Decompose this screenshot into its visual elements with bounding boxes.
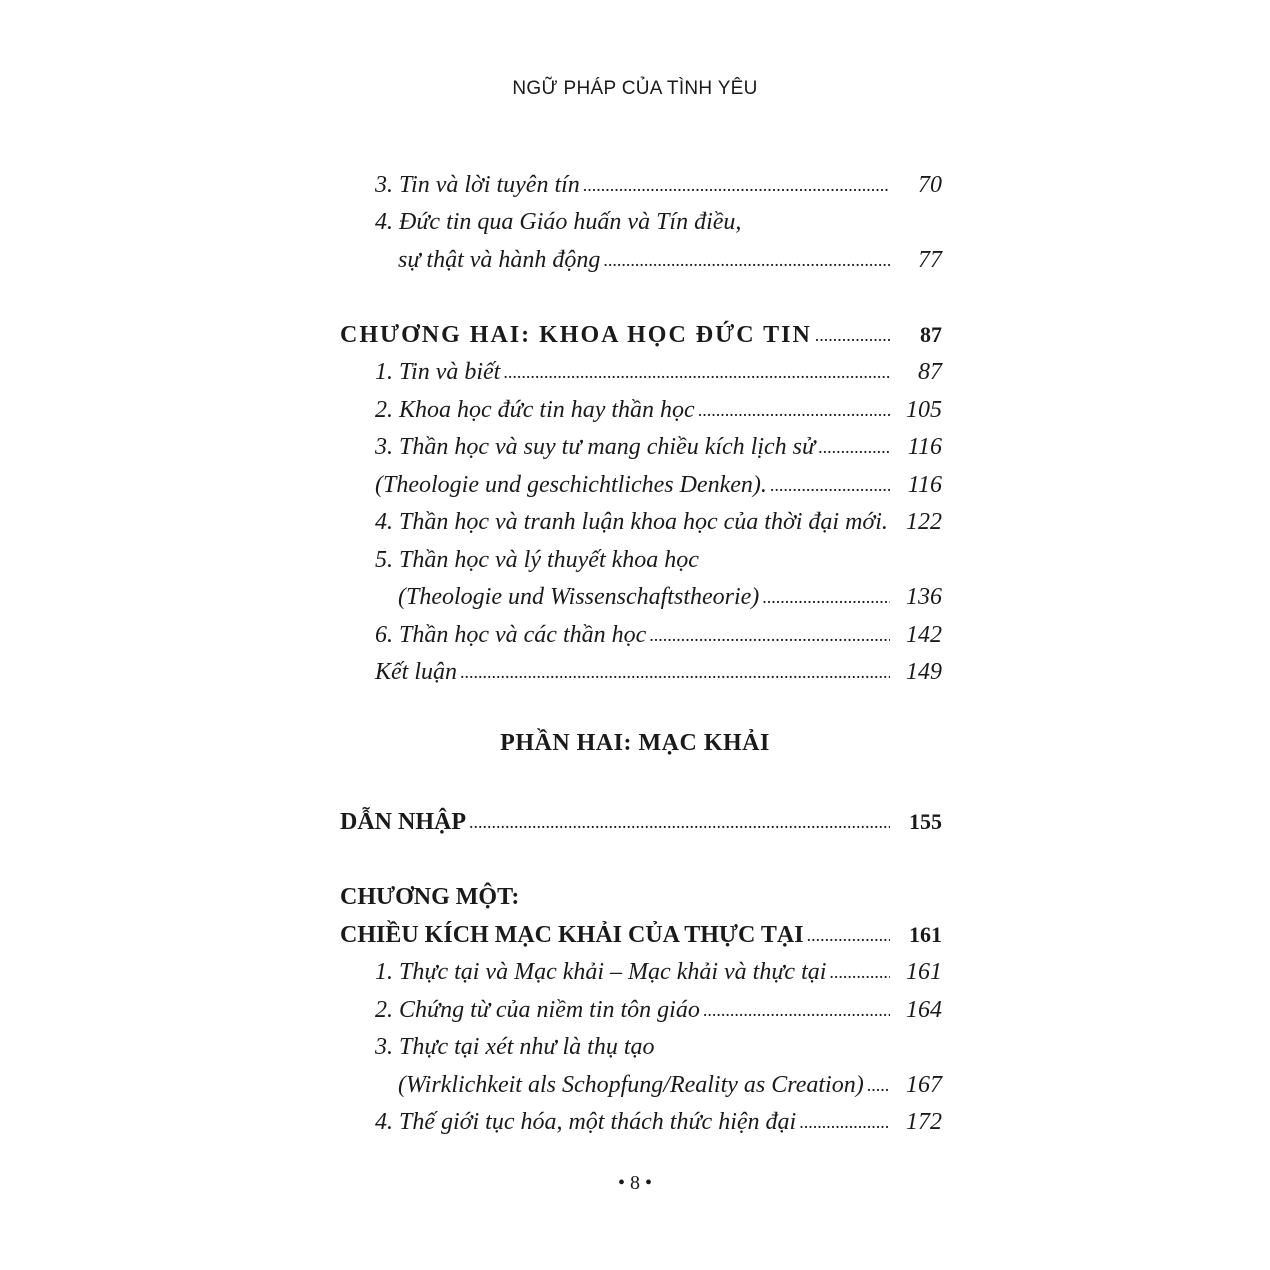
toc-entry-title: 3. Thần học và suy tư mang chiều kích lịch sử: [375, 434, 816, 460]
leader-dots: [762, 582, 890, 612]
part-title: PHẦN HAI: MẠC KHẢI: [500, 730, 770, 756]
toc-entry-page: 87: [918, 359, 942, 385]
toc-entry-title: 4. Thần học và tranh luận khoa học của thời đại mới.: [375, 509, 888, 535]
leader-dots: [807, 920, 890, 950]
toc-entry-title: (Wirklichkeit als Schopfung/Reality as Creation): [398, 1072, 864, 1098]
leader-dots: [829, 957, 890, 987]
toc-entry-title: 3. Thực tại xét như là thụ tạo: [375, 1034, 655, 1060]
leader-dots: [770, 470, 890, 500]
toc-chapter-title: CHƯƠNG MỘT:: [340, 884, 520, 910]
toc-chapter-title: CHƯƠNG HAI: KHOA HỌC ĐỨC TIN: [340, 322, 812, 348]
toc-entry-page: 116: [907, 472, 942, 498]
toc-entry: [340, 539, 942, 575]
toc-entry: [340, 389, 942, 425]
toc-entry-title: 2. Khoa học đức tin hay thần học: [375, 397, 695, 423]
toc-chapter-page: 87: [920, 322, 942, 347]
toc-entry-page: 149: [906, 659, 942, 685]
toc-chapter: [340, 801, 942, 837]
toc-entry: [340, 1026, 942, 1062]
toc-entry-page: 161: [906, 959, 942, 985]
leader-dots: [815, 320, 890, 350]
toc-entry-page: 116: [907, 434, 942, 460]
toc-entry: [340, 1064, 942, 1100]
toc-entry-title: 5. Thần học và lý thuyết khoa học: [375, 547, 699, 573]
leader-dots: [698, 395, 890, 425]
toc-entry: [340, 501, 942, 537]
toc-entry-title: (Theologie und geschichtliches Denken).: [375, 472, 767, 498]
toc-entry: [340, 614, 942, 650]
toc-entry-title: 1. Tin và biết: [375, 359, 501, 385]
leader-dots: [583, 170, 890, 200]
toc-chapter-title: CHIỀU KÍCH MẠC KHẢI CỦA THỰC TẠI: [340, 922, 804, 948]
toc-entry-title: 6. Thần học và các thần học: [375, 622, 647, 648]
toc-chapter-page: 155: [909, 809, 942, 834]
toc-entry-title: 2. Chứng từ của niềm tin tôn giáo: [375, 997, 700, 1023]
toc-entry: [340, 239, 942, 275]
toc-entry-title: 3. Tin và lời tuyên tín: [375, 172, 580, 198]
toc-entry-title: 4. Đức tin qua Giáo huấn và Tín điều,: [375, 209, 742, 235]
toc-entry-page: 105: [906, 397, 942, 423]
toc-entry: [340, 1101, 942, 1137]
toc-entry: [340, 989, 942, 1025]
toc-entry: [340, 651, 942, 687]
toc-entry: [340, 576, 942, 612]
leader-dots: [603, 245, 890, 275]
leader-dots: [460, 657, 890, 687]
leader-dots: [703, 995, 890, 1025]
toc-entry-page: 172: [906, 1109, 942, 1135]
toc-entry: [340, 164, 942, 200]
toc-entry-page: 142: [906, 622, 942, 648]
toc-entry-page: 167: [906, 1072, 942, 1098]
toc-entry-title: Kết luận: [375, 659, 457, 685]
toc-entry-title: 4. Thế giới tục hóa, một thách thức hiện đại: [375, 1109, 797, 1135]
toc-entry-page: 70: [918, 172, 942, 198]
toc-entry: [340, 951, 942, 987]
leader-dots: [469, 807, 890, 837]
page-number: • 8 •: [617, 1172, 652, 1194]
leader-dots: [799, 1107, 890, 1137]
toc-entry-page: 122: [906, 509, 942, 535]
leader-dots: [503, 357, 890, 387]
toc-entry-page: 136: [906, 584, 942, 610]
toc-chapter: [340, 914, 942, 950]
toc-entry: [340, 464, 942, 500]
toc-chapter-title: DẪN NHẬP: [340, 809, 466, 835]
toc-entry-page: 77: [918, 247, 942, 273]
leader-dots: [649, 620, 890, 650]
running-head: NGỮ PHÁP CỦA TÌNH YÊU: [512, 78, 758, 99]
toc-entry-title: (Theologie und Wissenschaftstheorie): [398, 584, 760, 610]
toc-chapter-page: 161: [909, 922, 942, 947]
toc-entry-title: 1. Thực tại và Mạc khải – Mạc khải và thực tại: [375, 959, 827, 985]
toc-entry: [340, 426, 942, 462]
toc-entry: [340, 201, 942, 237]
toc-entry-page: 164: [906, 997, 942, 1023]
toc-entry: [340, 351, 942, 387]
leader-dots: [867, 1070, 890, 1100]
toc-chapter: [340, 314, 942, 350]
toc-chapter: [340, 876, 942, 912]
leader-dots: [818, 432, 890, 462]
toc-entry-title: sự thật và hành động: [398, 247, 601, 273]
